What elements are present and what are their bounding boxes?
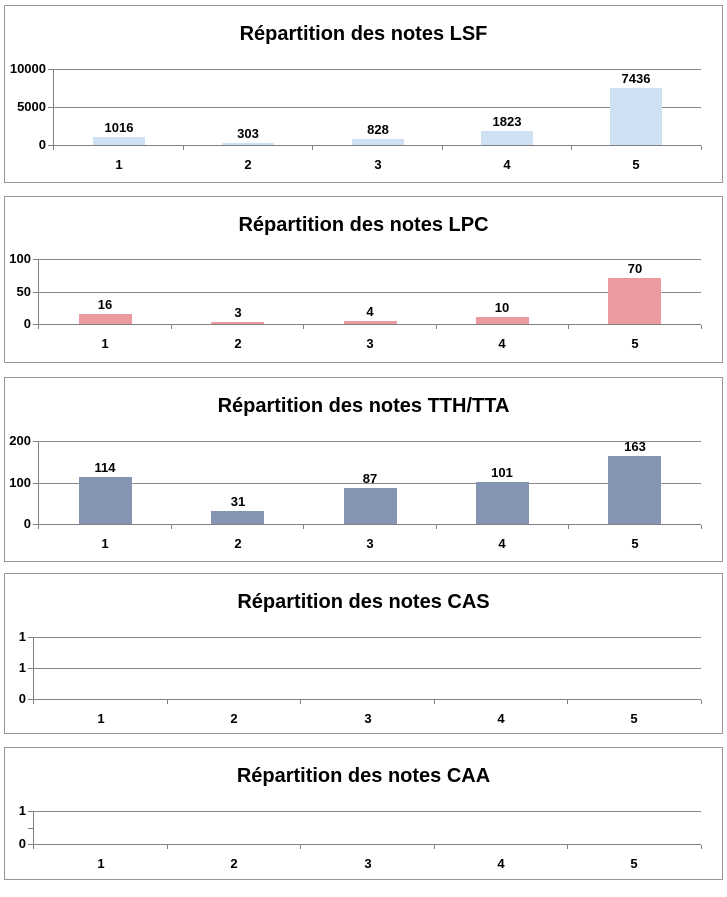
chart-title: Répartition des notes LPC: [238, 214, 489, 236]
x-axis-tick: [33, 845, 34, 849]
y-axis-label: 5000: [17, 99, 46, 114]
x-axis-tick: [567, 845, 568, 849]
bar: [211, 511, 264, 524]
x-axis-tick: [167, 845, 168, 849]
x-axis-tick: [434, 845, 435, 849]
x-axis-label: 4: [498, 336, 506, 351]
bar: [608, 456, 661, 524]
y-axis-label: 0: [18, 691, 26, 706]
x-axis-label: 2: [230, 856, 238, 871]
bar: [79, 477, 132, 524]
y-axis-label: 50: [16, 284, 31, 299]
x-axis-tick: [303, 525, 304, 529]
y-axis-label: 100: [9, 251, 31, 266]
chart-title: Répartition des notes LSF: [239, 23, 488, 45]
bar-value-label: 16: [97, 297, 113, 312]
bar: [476, 317, 529, 324]
x-axis-label: 2: [234, 336, 242, 351]
gridline: [39, 292, 701, 293]
gridline: [39, 259, 701, 260]
bar: [610, 88, 662, 145]
bar-value-label: 1016: [104, 120, 134, 135]
x-axis-tick: [312, 146, 313, 150]
x-axis-label: 1: [101, 536, 109, 551]
y-axis-tick: [48, 69, 53, 70]
plot-area: [38, 259, 701, 325]
x-axis-label: 5: [631, 336, 639, 351]
y-axis-tick: [33, 259, 38, 260]
x-axis-tick: [436, 325, 437, 329]
gridline: [54, 107, 701, 108]
plot-area: [38, 441, 701, 525]
x-axis-tick: [701, 325, 702, 329]
bar-value-label: 303: [237, 126, 259, 141]
y-axis-label: 100: [9, 475, 31, 490]
bar: [352, 139, 404, 145]
x-axis-tick: [701, 700, 702, 704]
bar-value-label: 31: [230, 494, 246, 509]
y-axis-label: 1: [18, 629, 26, 644]
x-axis-tick: [171, 325, 172, 329]
x-axis-label: 5: [631, 536, 639, 551]
x-axis-label: 4: [497, 711, 505, 726]
y-axis-label: 0: [23, 516, 31, 531]
y-axis-tick: [28, 811, 33, 812]
x-axis-label: 1: [101, 336, 109, 351]
x-axis-label: 5: [632, 157, 640, 172]
x-axis-tick: [701, 525, 702, 529]
bar: [211, 322, 264, 324]
y-axis-label: 10000: [9, 61, 46, 76]
x-axis-label: 4: [503, 157, 511, 172]
y-axis-label: 200: [9, 433, 31, 448]
bar-value-label: 87: [362, 471, 378, 486]
bar: [481, 131, 533, 145]
bar: [79, 314, 132, 324]
bar-value-label: 7436: [621, 71, 651, 86]
x-axis-label: 4: [498, 536, 506, 551]
x-axis-tick: [567, 700, 568, 704]
gridline: [54, 69, 701, 70]
chart-panel-caa: [4, 747, 723, 880]
y-axis-label: 0: [23, 316, 31, 331]
x-axis-label: 2: [230, 711, 238, 726]
gridline: [34, 637, 701, 638]
bar-value-label: 1823: [492, 114, 522, 129]
y-axis-minor-tick: [28, 828, 33, 829]
x-axis-tick: [38, 325, 39, 329]
x-axis-label: 3: [374, 157, 382, 172]
x-axis-label: 3: [364, 711, 372, 726]
bar-value-label: 828: [367, 122, 389, 137]
y-axis-tick: [28, 637, 33, 638]
chart-title: Répartition des notes TTH/TTA: [217, 395, 510, 417]
x-axis-tick: [53, 146, 54, 150]
y-axis-label: 1: [18, 660, 26, 675]
x-axis-tick: [701, 146, 702, 150]
x-axis-tick: [183, 146, 184, 150]
y-axis-tick: [48, 107, 53, 108]
chart-panel-cas: [4, 573, 723, 734]
gridline: [34, 811, 701, 812]
y-axis-tick: [33, 441, 38, 442]
x-axis-tick: [303, 325, 304, 329]
chart-title: Répartition des notes CAS: [237, 591, 490, 613]
bar: [608, 278, 661, 324]
x-axis-label: 5: [630, 856, 638, 871]
bar-value-label: 101: [491, 465, 513, 480]
bar: [344, 321, 397, 324]
x-axis-label: 2: [244, 157, 252, 172]
x-axis-label: 5: [630, 711, 638, 726]
y-axis-tick: [33, 483, 38, 484]
x-axis-tick: [171, 525, 172, 529]
bar-value-label: 114: [94, 460, 116, 475]
x-axis-tick: [434, 700, 435, 704]
x-axis-tick: [167, 700, 168, 704]
bar-value-label: 3: [234, 305, 242, 320]
x-axis-label: 3: [366, 336, 374, 351]
y-axis-label: 0: [18, 836, 26, 851]
chart-title: Répartition des notes CAA: [236, 765, 491, 787]
x-axis-label: 3: [364, 856, 372, 871]
x-axis-tick: [571, 146, 572, 150]
bar: [476, 482, 529, 524]
bar: [222, 143, 274, 145]
x-axis-label: 4: [497, 856, 505, 871]
x-axis-tick: [436, 525, 437, 529]
x-axis-tick: [300, 845, 301, 849]
plot-area: [33, 811, 701, 845]
charts-report: [0, 5, 727, 897]
y-axis-label: 0: [38, 137, 46, 152]
bar: [93, 137, 145, 145]
x-axis-label: 1: [97, 711, 105, 726]
x-axis-tick: [568, 525, 569, 529]
bar-value-label: 10: [494, 300, 510, 315]
x-axis-tick: [701, 845, 702, 849]
bar-value-label: 163: [624, 439, 646, 454]
x-axis-tick: [33, 700, 34, 704]
y-axis-tick: [33, 292, 38, 293]
gridline: [34, 668, 701, 669]
x-axis-label: 2: [234, 536, 242, 551]
chart-panel-tth-tta: [4, 377, 723, 562]
x-axis-tick: [568, 325, 569, 329]
x-axis-tick: [38, 525, 39, 529]
bar-value-label: 70: [627, 261, 643, 276]
plot-area: [33, 637, 701, 700]
chart-panel-lsf: [4, 5, 723, 183]
x-axis-label: 3: [366, 536, 374, 551]
x-axis-tick: [300, 700, 301, 704]
bar-value-label: 4: [366, 304, 374, 319]
y-axis-tick: [28, 668, 33, 669]
x-axis-label: 1: [97, 856, 105, 871]
x-axis-tick: [442, 146, 443, 150]
chart-panel-lpc: [4, 196, 723, 363]
bar: [344, 488, 397, 524]
plot-area: [53, 69, 701, 146]
x-axis-label: 1: [115, 157, 123, 172]
y-axis-label: 1: [18, 803, 26, 818]
